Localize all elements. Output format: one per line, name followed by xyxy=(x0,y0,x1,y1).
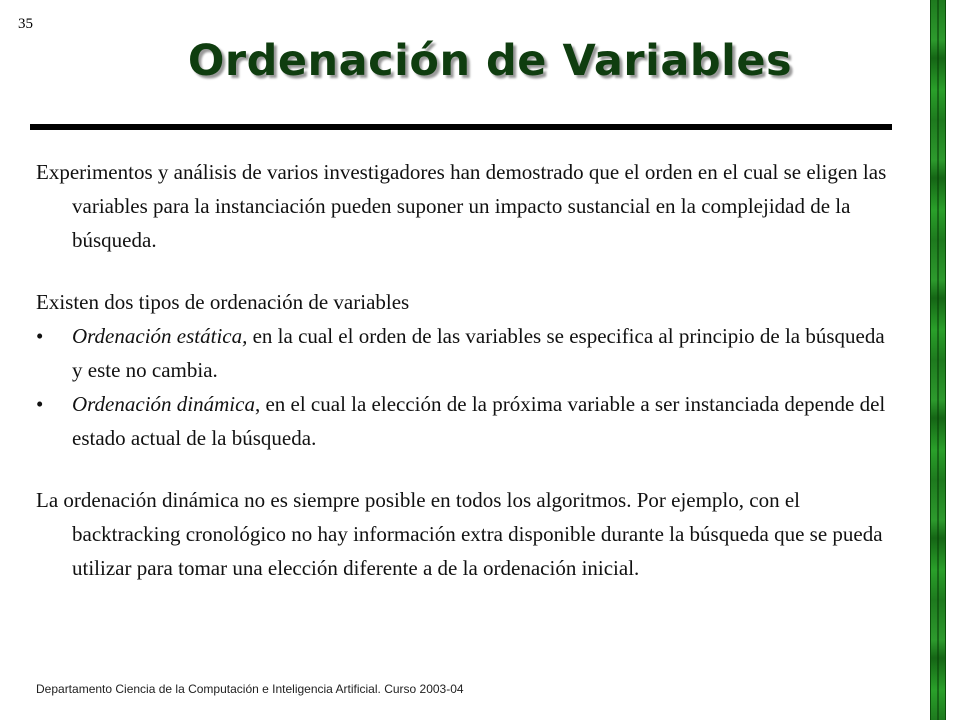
title-divider xyxy=(30,124,892,130)
bullet-icon: • xyxy=(36,392,44,416)
side-bar-line xyxy=(937,0,939,720)
bullet-text: , en el cual la elección de la próxima variable a ser instanciada depende del estado actual de la búsqueda. xyxy=(72,392,886,450)
decorative-side-bar xyxy=(930,0,946,720)
paragraph-types: Existen dos tipos de ordenación de variables xyxy=(36,290,410,314)
spacer xyxy=(36,455,891,483)
paragraph-intro: Experimentos y análisis de varios investigadores han demostrado que el orden en el cual se eligen las variables para la instanciación pueden suponer un impacto sustancial en la complejidad de la búsqueda. xyxy=(36,160,887,252)
bullet-term: Ordenación estática, xyxy=(72,324,248,348)
bullet-item-static xyxy=(36,319,891,387)
slide-title: Ordenación de Variables xyxy=(187,36,793,86)
bullet-term: Ordenación dinámica xyxy=(72,392,255,416)
bullet-icon: • xyxy=(36,324,44,348)
bullet-text: en la cual el orden de las variables se especifica al principio de la búsqueda y este no cambia. xyxy=(72,324,885,382)
spacer xyxy=(36,257,891,285)
bullet-item-dynamic xyxy=(36,387,891,455)
page-number: 35 xyxy=(18,16,33,32)
footer-text: Departamento Ciencia de la Computación e Inteligencia Artificial. Curso 2003-04 xyxy=(36,682,464,696)
paragraph-conclusion: La ordenación dinámica no es siempre posible en todos los algoritmos. Por ejemplo, con el backtracking cronológico no hay información extra disponible durante la búsqueda que se pueda utilizar para tomar una elección diferente a de la ordenación inicial. xyxy=(36,488,883,580)
slide-body xyxy=(36,155,891,585)
